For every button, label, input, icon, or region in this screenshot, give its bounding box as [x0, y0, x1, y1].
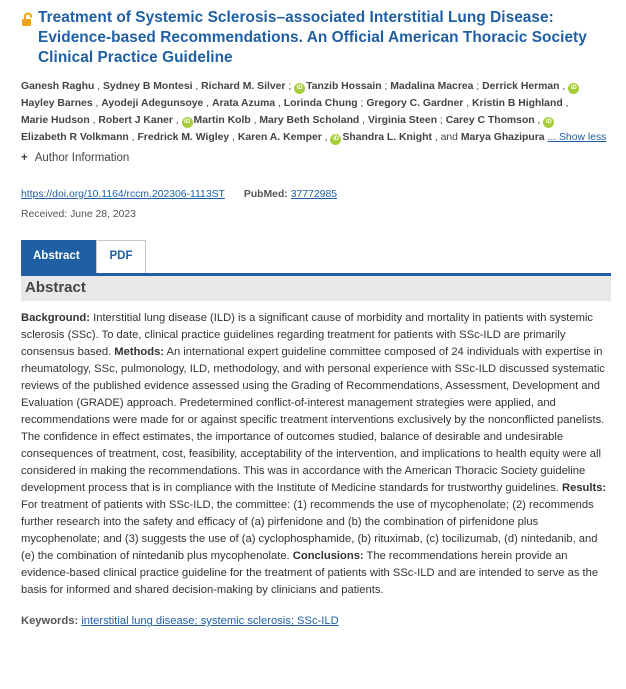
results-text: For treatment of patients with SSc-ILD, the committee: (1) recommends the use of mycophenolate; (2) recommends further research into the safety and efficacy of (a) pirfenidone and (b) the combination of pirfenidone plus mycophenolate; and (3) suggests the use of (a) cyclophosphamide, (b) rituximab, (c) tocilizumab, (d) nintedanib, and (e) the combination of nintedanib plus mycophenolate. — [21, 499, 598, 562]
author-name[interactable]: Ganesh Raghu — [21, 81, 95, 92]
author-information-label: Author Information — [34, 152, 130, 164]
author-separator: , — [559, 81, 569, 92]
author-name[interactable]: Carey C Thomson — [445, 115, 535, 126]
author-list — [21, 78, 611, 146]
author-name[interactable]: Tanzib Hossain — [306, 81, 382, 92]
keywords-label: Keywords: — [21, 615, 79, 627]
author-separator: , — [89, 115, 99, 126]
tab-bar — [21, 240, 611, 273]
conclusions-text: The recommendations herein provide an evidence-based clinical practice guideline for the treatment of patients with SSc-ILD and are intended to serve as the basis for informed and shared decision-making by clinicians and patients. — [21, 550, 599, 596]
author-name[interactable]: Richard M. Silver — [201, 81, 286, 92]
author-separator: ; — [437, 115, 446, 126]
doi-link[interactable]: https://doi.org/10.1164/rccm.202306-1113ST — [21, 189, 225, 200]
tab-abstract[interactable]: Abstract — [21, 240, 96, 273]
abstract-heading: Abstract — [21, 273, 611, 301]
background-label: Background: — [21, 312, 90, 324]
results-label: Results: — [562, 482, 607, 494]
author-separator: , — [562, 98, 569, 109]
methods-label: Methods: — [114, 346, 165, 358]
author-name[interactable]: Robert J Kaner — [98, 115, 173, 126]
author-separator: , — [359, 115, 368, 126]
author-name[interactable]: Hayley Barnes — [21, 98, 93, 109]
author-information-toggle[interactable] — [21, 148, 611, 168]
author-separator: , — [128, 132, 138, 143]
author-name[interactable]: Marie Hudson — [21, 115, 90, 126]
author-name[interactable]: Sydney B Montesi — [103, 81, 193, 92]
author-name[interactable]: Virginia Steen — [367, 115, 438, 126]
author-name[interactable]: Gregory C. Gardner — [366, 98, 464, 109]
keywords-row — [21, 613, 611, 630]
author-separator: , — [94, 81, 103, 92]
article-page — [21, 8, 611, 630]
author-separator: , — [250, 115, 260, 126]
author-name[interactable]: Marya Ghazipura — [460, 132, 545, 143]
author-name[interactable]: Fredrick M. Wigley — [137, 132, 230, 143]
abstract-text — [21, 310, 611, 599]
author-separator: ; — [285, 81, 295, 92]
title-row — [21, 8, 611, 68]
article-title[interactable]: Treatment of Systemic Sclerosis–associated Interstitial Lung Disease: Evidence-based Recommendations. An Official American Thoracic Society Clinical Practice Guideline — [38, 9, 587, 66]
author-line — [21, 95, 611, 112]
author-line — [21, 129, 611, 146]
author-separator: ; — [381, 81, 391, 92]
author-separator: , — [172, 115, 182, 126]
open-access-lock-icon — [21, 12, 34, 27]
author-name[interactable]: Shandra L. Knight — [342, 132, 432, 143]
orcid-icon[interactable]: iD — [543, 117, 554, 128]
background-text: Interstitial lung disease (ILD) is a significant cause of morbidity and mortality in patients with systemic sclerosis (SSc). To date, clinical practice guidelines regarding treatment for patients with SSc-ILD are primarily consensus based. — [21, 312, 594, 358]
author-separator: ; — [473, 81, 483, 92]
author-separator: , — [463, 98, 473, 109]
author-separator: , — [534, 115, 544, 126]
author-separator: , — [92, 98, 102, 109]
author-name[interactable]: Elizabeth R Volkmann — [21, 132, 129, 143]
received-date: Received: June 28, 2023 — [21, 209, 136, 220]
author-separator: , — [275, 98, 284, 109]
plus-icon: + — [21, 152, 28, 164]
keywords-links[interactable]: interstitial lung disease; systemic sclerosis; SSc-ILD — [81, 615, 339, 627]
orcid-icon[interactable]: iD — [294, 83, 305, 94]
author-separator: , — [192, 81, 202, 92]
author-name[interactable]: Arata Azuma — [211, 98, 276, 109]
methods-text: An international expert guideline committee composed of 24 individuals with expertise in rheumatology, SSc, pulmonology, ILD, methodology, and with personal experience with SSc-ILD discussed systematic reviews of the published evidence assessed using the Grading of Recommendations, Assessment, Development and Evaluation (GRADE) approach. Predetermined conflict-of-interest management strategies were applied, and recommendations were made for or against specific treatment interventions exclusively by the nonconflicted panelists. The confidence in effect estimates, the importance of outcomes studied, balance of desirable and undesirable consequences of treatment, cost, feasibility, acceptability of the intervention, and implications to health equity were all considered in making the recommendations. This was in accordance with the American Thoracic Society guideline development process that is in compliance with the Institute of Medicine standards for trustworthy guidelines. — [21, 346, 605, 494]
author-name[interactable]: Kristin B Highland — [472, 98, 563, 109]
author-line — [21, 112, 611, 129]
doi-row — [21, 187, 611, 203]
author-separator: , and — [431, 132, 461, 143]
author-separator: , — [203, 98, 212, 109]
author-name[interactable]: Lorinda Chung — [283, 98, 358, 109]
author-name[interactable]: Martin Kolb — [193, 115, 251, 126]
author-name[interactable]: Madalina Macrea — [390, 81, 474, 92]
author-separator: , — [229, 132, 238, 143]
author-name[interactable]: Ayodeji Adegunsoye — [101, 98, 204, 109]
tab-pdf[interactable]: PDF — [96, 240, 146, 273]
pubmed-link[interactable]: 37772985 — [290, 189, 338, 200]
orcid-icon[interactable]: iD — [330, 134, 341, 145]
author-separator: ; — [357, 98, 367, 109]
orcid-icon[interactable]: iD — [568, 83, 579, 94]
show-less-link[interactable]: ... Show less — [547, 132, 607, 143]
author-name[interactable]: Mary Beth Scholand — [259, 115, 360, 126]
orcid-icon[interactable]: iD — [182, 117, 193, 128]
author-name[interactable]: Karen A. Kemper — [237, 132, 322, 143]
author-name[interactable]: Derrick Herman — [482, 81, 560, 92]
author-separator: , — [321, 132, 331, 143]
pubmed-label: PubMed: — [243, 189, 288, 200]
author-line — [21, 78, 611, 95]
conclusions-label: Conclusions: — [292, 550, 364, 562]
